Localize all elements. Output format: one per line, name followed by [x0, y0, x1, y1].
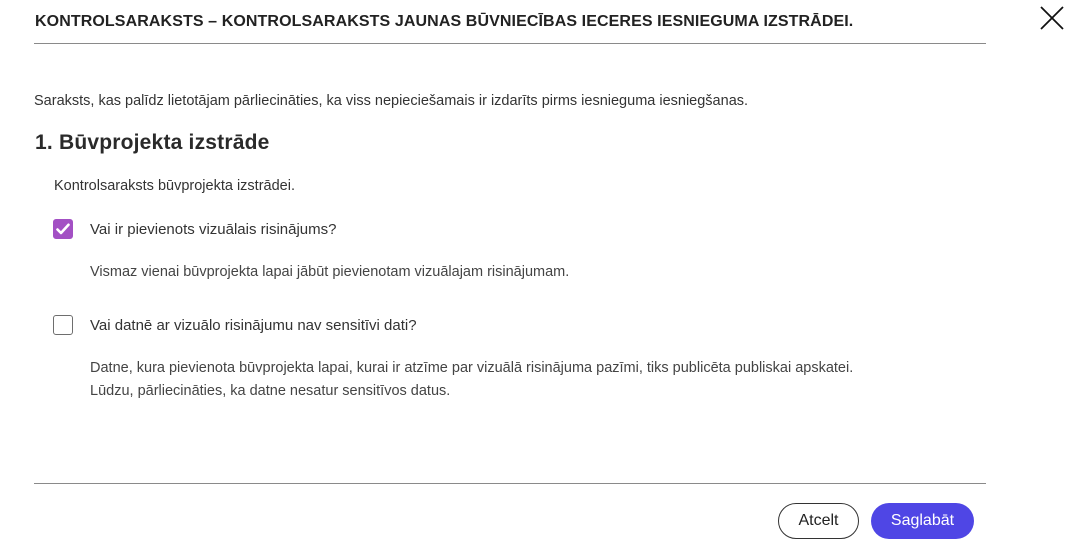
checklist-item-label: Vai ir pievienots vizuālais risinājums? — [90, 220, 337, 238]
checklist-item-visual-solution[interactable] — [53, 219, 337, 239]
dialog-title: KONTROLSARAKSTS – KONTROLSARAKSTS JAUNAS BŪVNIECĪBAS IECERES IESNIEGUMA IZSTRĀDEI. — [35, 13, 854, 30]
help-text-line: Lūdzu, pārliecināties, ka datne nesatur sensitīvos datus. — [90, 383, 451, 399]
checkbox-sensitive-data[interactable] — [53, 315, 73, 335]
save-button[interactable]: Saglabāt — [871, 503, 974, 539]
section-title: 1. Būvprojekta izstrāde — [35, 131, 270, 154]
section-description: Kontrolsaraksts būvprojekta izstrādei. — [54, 178, 295, 194]
checkmark-icon — [56, 223, 70, 235]
footer-divider — [34, 483, 986, 484]
checklist-item-help — [90, 261, 569, 284]
checklist-item-help — [90, 357, 853, 403]
close-button[interactable] — [1039, 5, 1065, 31]
close-icon — [1039, 5, 1065, 31]
title-divider — [34, 43, 986, 44]
help-text-line: Datne, kura pievienota būvprojekta lapai, kurai ir atzīme par vizuālā risinājuma pazīmi, tiks publicēta publiskai apskatei. — [90, 360, 854, 376]
cancel-button[interactable]: Atcelt — [778, 503, 859, 539]
checkbox-visual-solution[interactable] — [53, 219, 73, 239]
dialog-intro: Saraksts, kas palīdz lietotājam pārliecināties, ka viss nepieciešamais ir izdarīts pirms iesnieguma iesniegšanas. — [34, 93, 749, 109]
checklist-item-label: Vai datnē ar vizuālo risinājumu nav sensitīvi dati? — [90, 316, 417, 334]
checklist-item-sensitive-data[interactable] — [53, 315, 417, 335]
help-text-line: Vismaz vienai būvprojekta lapai jābūt pievienotam vizuālajam risinājumam. — [90, 264, 570, 280]
